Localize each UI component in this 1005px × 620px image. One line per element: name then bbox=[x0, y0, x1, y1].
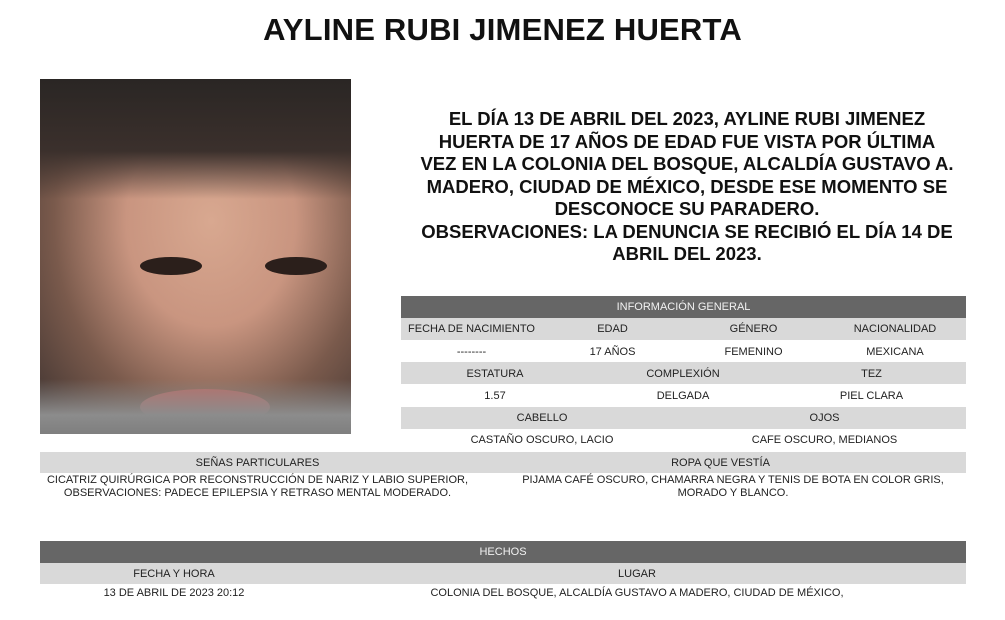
statement-line: ABRIL DEL 2023. bbox=[612, 243, 762, 264]
value-build: DELGADA bbox=[656, 390, 710, 402]
general-info-header: INFORMACIÓN GENERAL bbox=[401, 296, 966, 318]
value-complexion: PIEL CLARA bbox=[839, 390, 904, 402]
missing-person-photo bbox=[40, 79, 351, 434]
value-height: 1.57 bbox=[484, 390, 506, 402]
statement-line: HUERTA DE 17 AÑOS DE EDAD FUE VISTA POR ÚLTIMA bbox=[438, 130, 936, 152]
label-distinguishing-marks: SEÑAS PARTICULARES bbox=[195, 457, 320, 469]
value-place: COLONIA DEL BOSQUE, ALCALDÍA GUSTAVO A MADERO, CIUDAD DE MÉXICO, bbox=[430, 587, 844, 599]
distinguishing-marks-line: OBSERVACIONES: PADECE EPILEPSIA Y RETRASO MENTAL MODERADO. bbox=[63, 487, 452, 499]
label-hair: CABELLO bbox=[516, 412, 568, 424]
label-eyes: OJOS bbox=[809, 412, 840, 424]
label-birthdate: FECHA DE NACIMIENTO bbox=[408, 323, 535, 335]
disappearance-statement bbox=[406, 108, 968, 266]
label-height: ESTATURA bbox=[466, 368, 524, 380]
value-birthdate: -------- bbox=[456, 346, 487, 358]
value-eyes: CAFE OSCURO, MEDIANOS bbox=[751, 434, 898, 446]
photo-left-eye bbox=[140, 257, 202, 275]
statement-line: VEZ EN LA COLONIA DEL BOSQUE, ALCALDÍA GUSTAVO A. bbox=[420, 153, 954, 174]
value-gender: FEMENINO bbox=[724, 346, 783, 358]
label-date-time: FECHA Y HORA bbox=[133, 568, 215, 580]
distinguishing-marks-text bbox=[40, 474, 475, 500]
photo-right-eye bbox=[265, 257, 327, 275]
statement-line: OBSERVACIONES: LA DENUNCIA SE RECIBIÓ EL DÍA 14 DE bbox=[421, 220, 953, 242]
page-title: AYLINE RUBI JIMENEZ HUERTA bbox=[263, 12, 742, 47]
label-place: LUGAR bbox=[618, 568, 656, 580]
statement-line: MADERO, CIUDAD DE MÉXICO, DESDE ESE MOMENTO SE bbox=[426, 175, 948, 197]
statement-line: EL DÍA 13 DE ABRIL DEL 2023, AYLINE RUBI JIMENEZ bbox=[448, 108, 926, 129]
statement-line: DESCONOCE SU PARADERO. bbox=[554, 198, 820, 219]
value-date-time: 13 DE ABRIL DE 2023 20:12 bbox=[103, 587, 245, 599]
clothing-line: MORADO Y BLANCO. bbox=[677, 487, 789, 499]
label-nationality: NACIONALIDAD bbox=[853, 323, 937, 335]
clothing-text bbox=[500, 474, 966, 500]
label-gender: GÉNERO bbox=[729, 323, 778, 335]
value-nationality: MEXICANA bbox=[866, 346, 924, 358]
clothing-line: PIJAMA CAFÉ OSCURO, CHAMARRA NEGRA Y TENIS DE BOTA EN COLOR GRIS, bbox=[522, 474, 944, 486]
label-clothing: ROPA QUE VESTÍA bbox=[671, 457, 770, 469]
label-complexion: TEZ bbox=[861, 368, 882, 380]
label-age: EDAD bbox=[597, 323, 628, 335]
distinguishing-marks-line: CICATRIZ QUIRÚRGICA POR RECONSTRUCCIÓN DE NARIZ Y LABIO SUPERIOR, bbox=[46, 474, 469, 486]
value-hair: CASTAÑO OSCURO, LACIO bbox=[470, 434, 614, 446]
value-age: 17 AÑOS bbox=[589, 346, 636, 358]
label-build: COMPLEXIÓN bbox=[646, 368, 720, 380]
facts-header: HECHOS bbox=[40, 541, 966, 563]
photo-hood bbox=[40, 379, 351, 434]
photo-hair bbox=[40, 79, 351, 199]
